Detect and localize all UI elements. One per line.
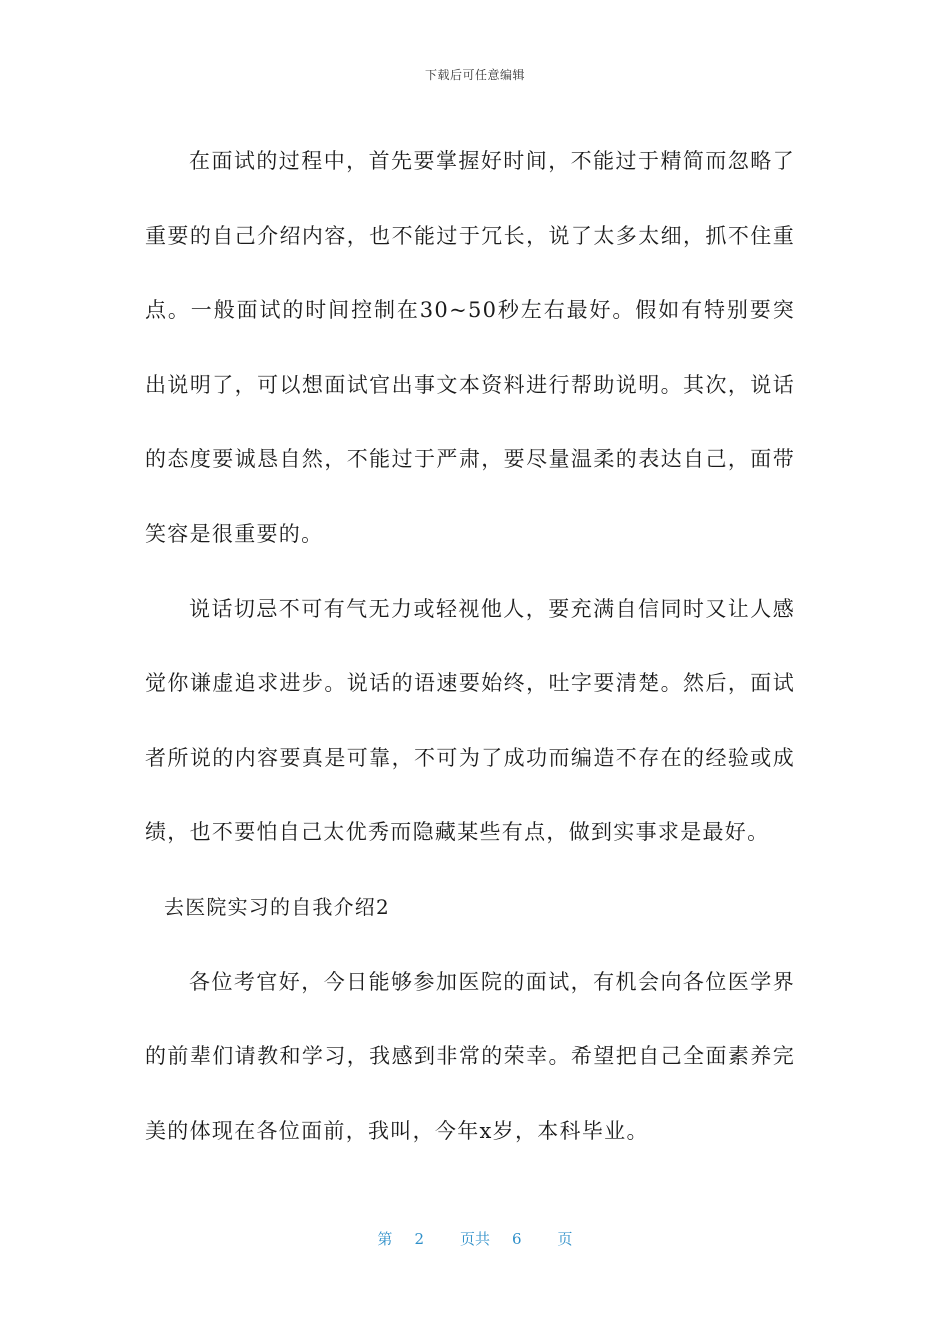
paragraph-timing-advice: 在面试的过程中，首先要掌握好时间，不能过于精简而忽略了重要的自己介绍内容，也不能过于冗长，说了太多太细，抓不住重点。一般面试的时间控制在30~50秒左右最好。假如有特别要突出说明了，可以想面试官出事文本资料进行帮助说明。其次，说话的态度要诚恳自然，不能过于严肃，要尽量温柔的表达自己，面带笑容是很重要的。 — [145, 149, 795, 546]
footer-label-ye-gong: 页共 — [459, 1230, 490, 1248]
page-footer — [0, 1228, 950, 1249]
section-heading: 去医院实习的自我介绍2 — [164, 894, 390, 919]
footer-label-di: 第 — [377, 1230, 393, 1248]
paragraph-speaking-advice: 说话切忌不可有气无力或轻视他人，要充满自信同时又让人感觉你谦虚追求进步。说话的语速要始终，吐字要清楚。然后，面试者所说的内容要真是可靠，不可为了成功而编造不存在的经验或成绩，也不要怕自己太优秀而隐藏某些有点，做到实事求是最好。 — [145, 596, 795, 845]
paragraph-self-introduction: 各位考官好，今日能够参加医院的面试，有机会向各位医学界的前辈们请教和学习，我感到非常的荣幸。希望把自己全面素养完美的体现在各位面前，我叫，今年x岁，本科毕业。 — [145, 969, 795, 1143]
footer-total-pages: 6 — [512, 1230, 522, 1248]
page-header — [0, 66, 950, 83]
document-body — [145, 124, 795, 1168]
footer-label-ye: 页 — [557, 1230, 573, 1248]
footer-current-page: 2 — [414, 1230, 424, 1248]
header-text: 下载后可任意编辑 — [424, 68, 525, 82]
